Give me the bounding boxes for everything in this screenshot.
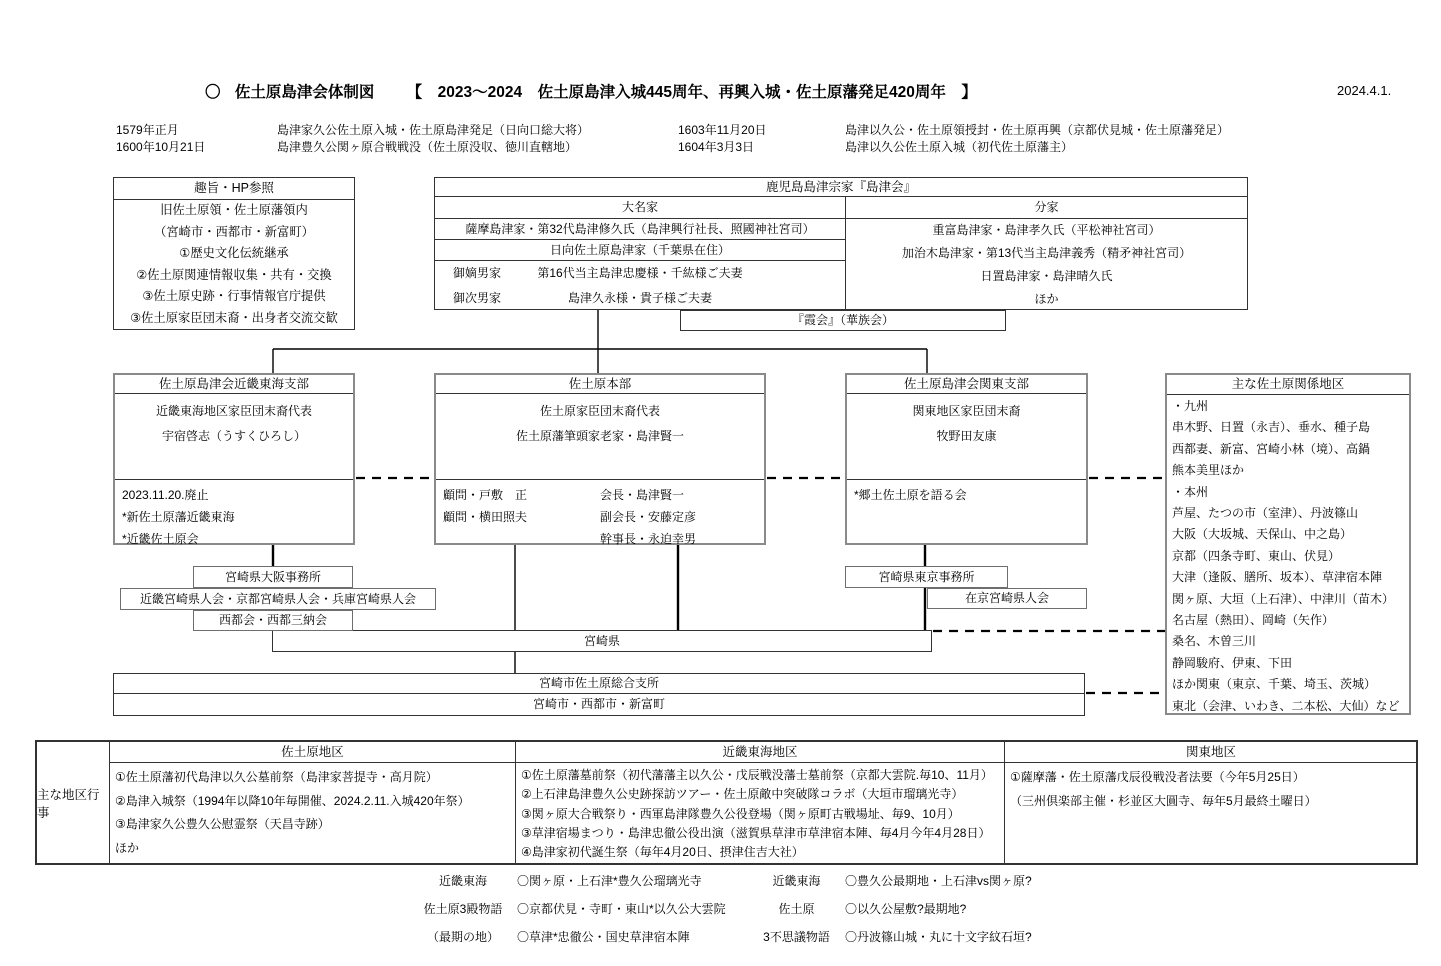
regions-line: 大津（逢阪、膳所、坂本）、草津宿本陣 xyxy=(1172,570,1383,585)
soke-box xyxy=(434,177,1248,310)
events-col-kinki xyxy=(516,742,1005,863)
events-col-sadowara xyxy=(110,742,516,863)
daimyo-row-label: 御嫡男家 xyxy=(453,266,502,280)
cities-bar: 宮崎市・西都市・新富町 xyxy=(113,693,1085,716)
branch-kinki-line: 宇宿啓志（うすくひろし） xyxy=(161,429,306,443)
event-item: ④島津家初代誕生祭（毎年4月20日、摂津住吉大社） xyxy=(521,845,804,860)
branch-kanto-upper xyxy=(847,394,1086,480)
footer-text: 〇京都伏見・寺町・東山*以久公大雲院 xyxy=(517,902,726,916)
branch-honbu-upper xyxy=(436,394,764,480)
footer-label: 佐土原 xyxy=(778,902,815,916)
branch-honbu-officers xyxy=(600,484,757,550)
branch-honbu-officer: 会長・島津賢一 xyxy=(600,488,685,502)
event-item: ①佐土原藩墓前祭（初代藩藩主以久公・戊辰戦没藩士墓前祭（京都大雲院.毎10、11月） xyxy=(521,768,993,782)
branch-kinki-note: *新佐土原藩近畿東海 xyxy=(122,510,235,524)
branch-kanto-lower xyxy=(847,480,1086,510)
page-title-text: 佐土原島津会体制図 xyxy=(234,84,375,101)
branch-honbu-line: 佐土原家臣団末裔代表 xyxy=(539,404,660,418)
regions-box xyxy=(1165,373,1411,715)
page-subtitle: 【 2023～2024 佐土原島津入城445周年、再興入城・佐土原藩発足420周年 】 xyxy=(406,84,977,101)
regions-lines xyxy=(1167,395,1409,718)
kasumi-box: 『霞会』（華族会） xyxy=(680,310,1006,331)
regions-line: ほか関東（東京、千葉、埼玉、茨城） xyxy=(1172,677,1377,692)
daimyo-row-hyuga: 日向佐土原島津家（千葉県在住） xyxy=(435,240,845,261)
purpose-line: ②佐土原関連情報収集・共有・交換 xyxy=(136,267,332,282)
history-dates-left xyxy=(116,122,205,156)
bunke-line: ほか xyxy=(1034,292,1059,306)
event-item: ③草津宿場まつり・島津忠徹公役出演（滋賀県草津市草津宿本陣、毎4月今年4月28日） xyxy=(521,825,991,840)
purpose-line: （宮崎市・西都市・新富町） xyxy=(154,224,314,239)
office-kinki-kenjinkai-box: 近畿宮崎県人会・京都宮崎県人会・兵庫宮崎県人会 xyxy=(120,588,436,610)
footer-label: 近畿東海 xyxy=(438,874,487,888)
branch-kinki-note: *近畿佐土原会 xyxy=(122,532,199,546)
event-item: ②島津入城祭（1994年以降10年毎開催、2024.2.11.入城420年祭） xyxy=(115,793,470,808)
regions-line: 串木野、日置（永吉）、垂水、種子島 xyxy=(1172,420,1371,435)
daimyo-row-satsuma: 薩摩島津家・第32代島津修久氏（島津興行社長、照國神社宮司） xyxy=(435,219,845,240)
branch-kinki-line: 近畿東海地区家臣団末裔代表 xyxy=(155,404,312,418)
daimyo-row-text: 島津久永様・貴子様ご夫妻 xyxy=(567,291,712,305)
regions-line: 西都妻、新富、宮崎小林（境）、高鍋 xyxy=(1172,441,1371,456)
branch-kanto-line: 牧野田友康 xyxy=(936,429,997,443)
branch-honbu-box xyxy=(434,373,766,545)
soke-header: 鹿児島島津宗家『島津会』 xyxy=(435,178,1247,197)
events-col-kanto xyxy=(1005,742,1417,863)
history-event: 島津家久公佐土原入城・佐土原島津発足（日向口総大将） xyxy=(277,123,590,137)
history-date: 1600年10月21日 xyxy=(116,140,206,154)
event-item: ①佐土原藩初代島津以久公墓前祭（島津家菩提寺・高月院） xyxy=(115,770,438,784)
branch-honbu-officer: 幹事長・永迫幸男 xyxy=(600,532,697,546)
branch-kanto-header: 佐土原島津会関東支部 xyxy=(847,375,1086,394)
branch-kinki-upper xyxy=(115,394,353,480)
footer-label: 佐土原3殿物語 xyxy=(423,902,503,916)
purpose-box xyxy=(113,177,355,330)
daimyo-row-text: 第16代当主島津忠慶様・千紘様ご夫妻 xyxy=(537,266,743,280)
regions-line: 桑名、木曽三川 xyxy=(1172,634,1257,649)
bunke-column xyxy=(846,197,1247,311)
regions-line: 大阪（大坂城、天保山、中之島） xyxy=(1172,527,1353,542)
regions-line: 芦屋、たつの市（室津）、丹波篠山 xyxy=(1172,506,1359,521)
history-date: 1579年正月 xyxy=(116,123,179,137)
branch-kanto-line: 関東地区家臣団末裔 xyxy=(912,404,1021,418)
miyazaki-pref-bar: 宮崎県 xyxy=(272,630,932,652)
history-events-left xyxy=(277,122,589,156)
purpose-line: ①歴史文化伝統継承 xyxy=(179,246,289,261)
office-saito-box: 西都会・西都三納会 xyxy=(193,610,353,631)
branch-kinki-note: 2023.11.20.廃止 xyxy=(122,488,209,502)
regions-line: ・九州 xyxy=(1172,399,1209,413)
title-marker-icon: 〇 xyxy=(205,84,221,101)
events-col-header: 近畿東海地区 xyxy=(516,742,1004,763)
history-event: 島津豊久公関ヶ原合戦戦没（佐土原没収、徳川直轄地） xyxy=(277,140,578,154)
events-col-header: 関東地区 xyxy=(1005,742,1417,763)
history-date: 1603年11月20日 xyxy=(678,123,767,137)
office-osaka-box: 宮崎県大阪事務所 xyxy=(193,566,353,588)
bunke-line: 加治木島津家・第13代当主島津義秀（精矛神社宮司） xyxy=(901,246,1192,260)
history-dates-right xyxy=(678,122,767,156)
branch-honbu-officer: 顧問・戸敷 正 xyxy=(443,488,528,502)
office-tokyo-box: 宮崎県東京事務所 xyxy=(845,566,1008,588)
footer-label: 近畿東海 xyxy=(772,874,821,888)
regions-line: 関ヶ原、大垣（上石津）、中津川（苗木） xyxy=(1172,591,1395,606)
event-item: ②上石津島津豊久公史跡探訪ツアー・佐土原敵中突破隊コラボ（大垣市瑠璃光寺） xyxy=(521,787,964,802)
events-table xyxy=(35,740,1418,865)
branch-kinki-lower xyxy=(115,480,353,554)
branch-kinki-header: 佐土原島津会近畿東海支部 xyxy=(115,375,353,394)
event-item: ③関ヶ原大合戦祭り・西軍島津隊豊久公役登場（関ヶ原町古戦場址、毎9、10月） xyxy=(521,806,960,821)
daimyo-row-chakunan xyxy=(435,261,845,286)
daimyo-row-label: 御次男家 xyxy=(453,291,502,305)
branch-honbu-officer: 顧問・横田照夫 xyxy=(443,510,528,524)
purpose-lines xyxy=(114,200,354,330)
branch-honbu-header: 佐土原本部 xyxy=(436,375,764,394)
purpose-line: ③佐土原家臣団末裔・出身者交流交歓 xyxy=(130,310,338,325)
regions-line: 熊本美里ほか xyxy=(1172,463,1245,478)
footer-text: 〇以久公屋敷?最期地? xyxy=(845,902,967,916)
footer-label: （最期の地） xyxy=(426,930,499,944)
regions-line: 東北（会津、いわき、二本松、大仙）など xyxy=(1172,698,1400,713)
daimyo-header: 大名家 xyxy=(435,197,845,219)
branch-honbu-lower xyxy=(436,480,764,554)
page-title xyxy=(205,80,977,102)
regions-line: 名古屋（熱田）、岡崎（矢作） xyxy=(1172,613,1335,628)
footer-label: 3不思議物語 xyxy=(763,930,830,944)
title-date: 2024.4.1. xyxy=(1337,83,1392,98)
footer-note-row xyxy=(0,900,1441,920)
purpose-line: ③佐土原史跡・行事情報官庁提供 xyxy=(142,289,326,304)
event-item: ほか xyxy=(115,840,140,855)
event-item: ①薩摩藩・佐土原藩戊辰役戦没者法要（今年5月25日） xyxy=(1010,770,1305,784)
footer-text: 〇豊久公最期地・上石津vs関ヶ原? xyxy=(845,874,1032,888)
footer-note-row xyxy=(0,872,1441,892)
branch-kanto-box xyxy=(845,373,1088,545)
purpose-line: 旧佐土原領・佐土原藩領内 xyxy=(160,203,308,217)
event-item: ③島津家久公豊久公慰霊祭（天昌寺跡） xyxy=(115,817,330,831)
purpose-header: 趣旨・HP参照 xyxy=(114,178,354,200)
bunke-header: 分家 xyxy=(846,197,1247,219)
history-date: 1604年3月3日 xyxy=(678,140,755,154)
sadowara-branch-bar: 宮崎市佐土原総合支所 xyxy=(113,673,1085,694)
history-events-right xyxy=(845,122,1229,156)
regions-line: 京都（四条寺町、東山、伏見） xyxy=(1172,548,1341,563)
bunke-line: 重富島津家・島津孝久氏（平松神社宮司） xyxy=(932,223,1161,237)
regions-header: 主な佐土原関係地区 xyxy=(1167,375,1409,395)
branch-honbu-advisors xyxy=(443,484,600,550)
branch-kinki-box xyxy=(113,373,355,545)
footer-text: 〇丹波篠山城・丸に十文字紋石垣? xyxy=(845,930,1032,944)
history-event: 島津以久公佐土原入城（初代佐土原藩主） xyxy=(845,140,1074,154)
event-item: （三州倶楽部主催・杉並区大圓寺、毎年5月最終土曜日） xyxy=(1010,793,1317,808)
branch-honbu-officer: 副会長・安藤定彦 xyxy=(600,510,697,524)
events-table-row-label: 主な地区行事 xyxy=(37,742,110,863)
daimyo-column xyxy=(435,197,846,311)
history-event: 島津以久公・佐土原領授封・佐土原再興（京都伏見城・佐土原藩発足） xyxy=(845,123,1230,137)
events-col-header: 佐土原地区 xyxy=(110,742,515,763)
daimyo-row-jinan xyxy=(435,286,845,311)
branch-kanto-note: *郷土佐土原を語る会 xyxy=(854,488,967,502)
regions-line: ・本州 xyxy=(1172,484,1209,499)
footer-text: 〇関ヶ原・上石津*豊久公瑠璃光寺 xyxy=(517,874,702,888)
bunke-line: 日置島津家・島津晴久氏 xyxy=(980,269,1113,283)
footer-note-row xyxy=(0,928,1441,948)
regions-line: 静岡駿府、伊東、下田 xyxy=(1172,655,1293,670)
branch-honbu-line: 佐土原藩筆頭家老家・島津賢一 xyxy=(515,429,684,443)
footer-text: 〇草津*忠徹公・国史草津宿本陣 xyxy=(517,930,690,944)
office-zaikyo-box: 在京宮崎県人会 xyxy=(927,588,1087,609)
